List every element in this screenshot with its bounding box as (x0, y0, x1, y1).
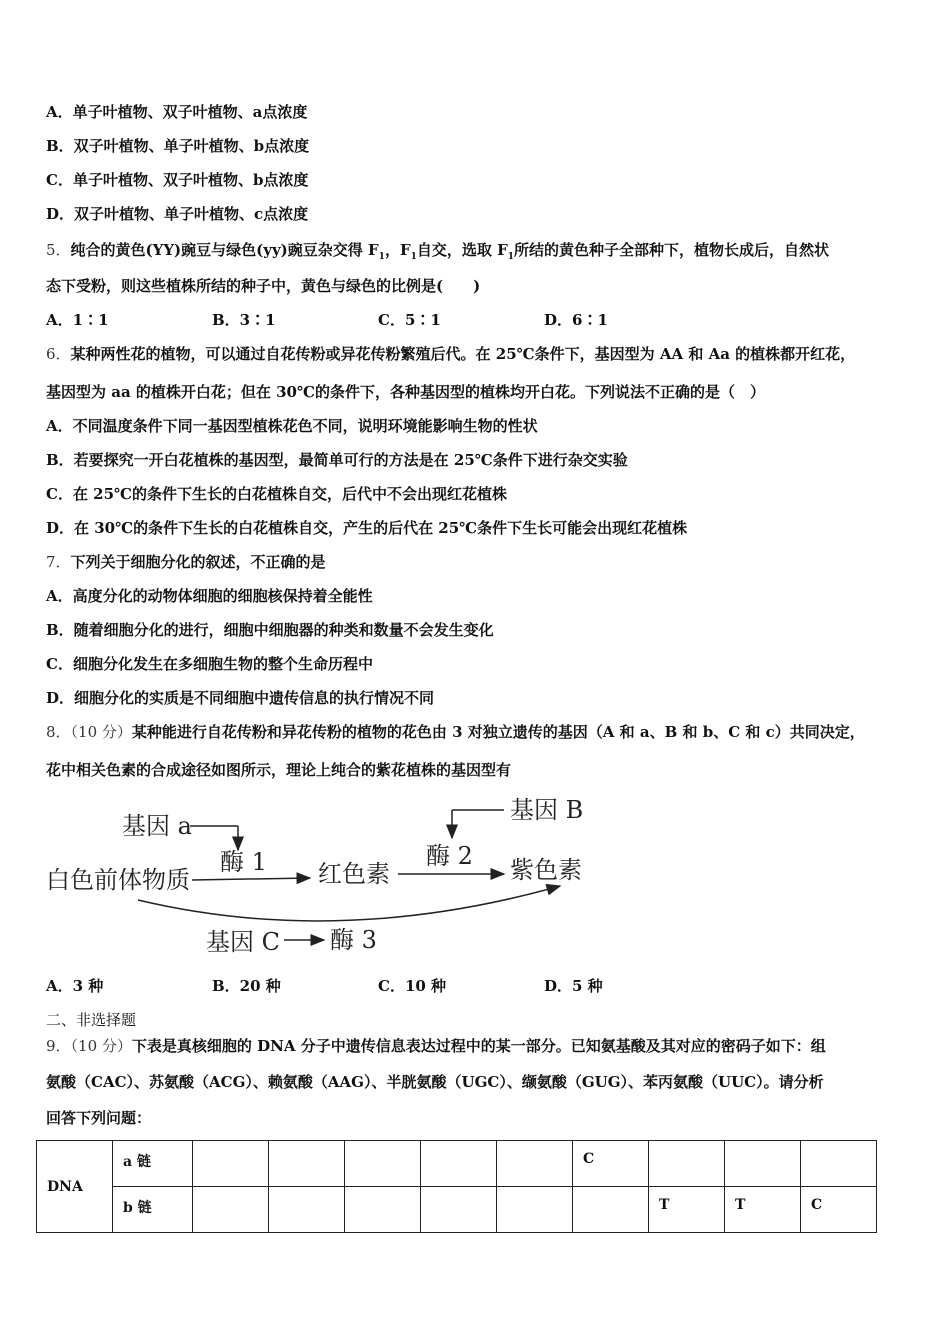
q5-text-b: ，F (384, 241, 411, 259)
b-cell (573, 1187, 649, 1233)
q5-text-a: 纯合的黄色(YY)豌豆与绿色(yy)豌豆杂交得 F (70, 241, 379, 259)
q4-option-a: A．单子叶植物、双子叶植物、a点浓度 (46, 103, 308, 121)
q5-sub3: 1 (507, 252, 514, 262)
purple-pigment-label: 紫色素 (510, 856, 582, 884)
b-cell (421, 1187, 497, 1233)
b-cell (345, 1187, 421, 1233)
b-cell: T (649, 1187, 725, 1233)
b-cell (497, 1187, 573, 1233)
q6-text-1: 某种两性花的植物，可以通过自花传粉或异花传粉繁殖后代。在 25℃条件下，基因型为 AA 和 Aa 的植株都开红花， (70, 345, 856, 363)
q8-options (46, 976, 710, 996)
a-cell (649, 1141, 725, 1187)
q5-number: 5． (46, 241, 71, 259)
q5-option-d: D．6∶1 (544, 311, 608, 329)
q5-option-a: A．1∶1 (46, 311, 109, 329)
q7-option-a: A．高度分化的动物体细胞的细胞核保持着全能性 (46, 587, 373, 605)
q9-stem-line3: 回答下列问题： (46, 1109, 152, 1127)
q8-option-d: D．5 种 (544, 977, 603, 995)
q5-stem-line1 (46, 240, 829, 267)
a-cell (421, 1141, 497, 1187)
b-chain-label: b 链 (113, 1187, 193, 1233)
a-cell: C (573, 1141, 649, 1187)
q5-sub2: 1 (410, 252, 417, 262)
dna-row-label: DNA (37, 1141, 113, 1233)
a-chain-label: a 链 (113, 1141, 193, 1187)
a-cell (497, 1141, 573, 1187)
q4-option-d: D．双子叶植物、单子叶植物、c点浓度 (46, 205, 309, 223)
q5-sub1: 1 (378, 252, 385, 262)
q8-number: 8．（10 分） (46, 723, 132, 741)
q9-stem-line1 (46, 1036, 826, 1056)
q6-option-b: B．若要探究一开白花植株的基因型，最简单可行的方法是在 25℃条件下进行杂交实验 (46, 451, 628, 469)
b-cell: C (801, 1187, 877, 1233)
q9-number: 9．（10 分） (46, 1037, 132, 1055)
a-cell (345, 1141, 421, 1187)
q6-option-a: A．不同温度条件下同一基因型植株花色不同，说明环境能影响生物的性状 (46, 417, 538, 435)
q6-stem-line2: 基因型为 aa 的植株开白花；但在 30℃的条件下，各种基因型的植株均开白花。下列说法不正确的是（ ） (46, 383, 765, 401)
q6-stem-line1 (46, 344, 855, 364)
q5-option-b: B．3∶1 (212, 311, 276, 329)
q6-option-c: C．在 25℃的条件下生长的白花植株自交，后代中不会出现红花植株 (46, 485, 508, 503)
gene-b-label: 基因 B (510, 796, 584, 824)
q7-stem (46, 552, 326, 572)
q7-option-c: C．细胞分化发生在多细胞生物的整个生命历程中 (46, 655, 373, 673)
enzyme-1-label: 酶 1 (220, 848, 267, 876)
q5-stem-line2: 态下受粉，则这些植株所结的种子中，黄色与绿色的比例是( ) (46, 277, 481, 295)
q8-text-1: 某种能进行自花传粉和异花传粉的植物的花色由 3 对独立遗传的基因（A 和 a、B 和 b、C 和 c）共同决定， (131, 723, 865, 741)
b-cell (269, 1187, 345, 1233)
b-cell (193, 1187, 269, 1233)
red-pigment-label: 红色素 (318, 860, 390, 888)
a-cell (193, 1141, 269, 1187)
q4-option-c: C．单子叶植物、双子叶植物、b点浓度 (46, 171, 309, 189)
q6-option-d: D．在 30℃的条件下生长的白花植株自交，产生的后代在 25℃条件下生长可能会出现红花植株 (46, 519, 688, 537)
q8-stem-line2: 花中相关色素的合成途径如图所示，理论上纯合的紫花植株的基因型有 (46, 761, 512, 779)
q5-option-c: C．5∶1 (378, 311, 441, 329)
q7-option-d: D．细胞分化的实质是不同细胞中遗传信息的执行情况不同 (46, 689, 435, 707)
q8-option-c: C．10 种 (378, 977, 447, 995)
curved-pathway-arrow (138, 886, 560, 921)
q8-stem-line1 (46, 722, 865, 742)
q7-number: 7． (46, 553, 71, 571)
q9-stem-line2: 氨酸（CAC）、苏氨酸（ACG）、赖氨酸（AAG）、半胱氨酸（UGC）、缬氨酸（GUG）、苯丙氨酸（UUC）。请分析 (46, 1073, 824, 1091)
enzyme-1-arrow (192, 878, 310, 880)
q9-text-1: 下表是真核细胞的 DNA 分子中遗传信息表达过程中的某一部分。已知氨基酸及其对应的密码子如下：组 (131, 1037, 826, 1055)
gene-c-label: 基因 C (206, 928, 280, 956)
q8-option-a: A．3 种 (46, 977, 104, 995)
a-cell (725, 1141, 801, 1187)
q5-text-d: 所结的黄色种子全部种下，植物长成后，自然状 (514, 241, 830, 259)
table-row-a (37, 1141, 877, 1187)
enzyme-3-label: 酶 3 (330, 926, 377, 954)
q6-number: 6． (46, 345, 71, 363)
q7-text: 下列关于细胞分化的叙述，不正确的是 (70, 553, 326, 571)
a-cell (269, 1141, 345, 1187)
q5-text-c: 自交，选取 F (416, 241, 508, 259)
a-cell (801, 1141, 877, 1187)
b-cell: T (725, 1187, 801, 1233)
q4-option-b: B．双子叶植物、单子叶植物、b点浓度 (46, 137, 310, 155)
dna-table (36, 1140, 877, 1233)
enzyme-2-label: 酶 2 (426, 842, 473, 870)
q7-option-b: B．随着细胞分化的进行，细胞中细胞器的种类和数量不会发生变化 (46, 621, 494, 639)
section-2-heading: 二、非选择题 (46, 1011, 137, 1029)
q8-option-b: B．20 种 (212, 977, 281, 995)
q5-options (46, 310, 710, 330)
gene-a-label: 基因 a (122, 812, 192, 840)
table-row-b (37, 1187, 877, 1233)
white-precursor-label: 白色前体物质 (46, 866, 190, 894)
pigment-pathway-diagram (40, 788, 600, 960)
